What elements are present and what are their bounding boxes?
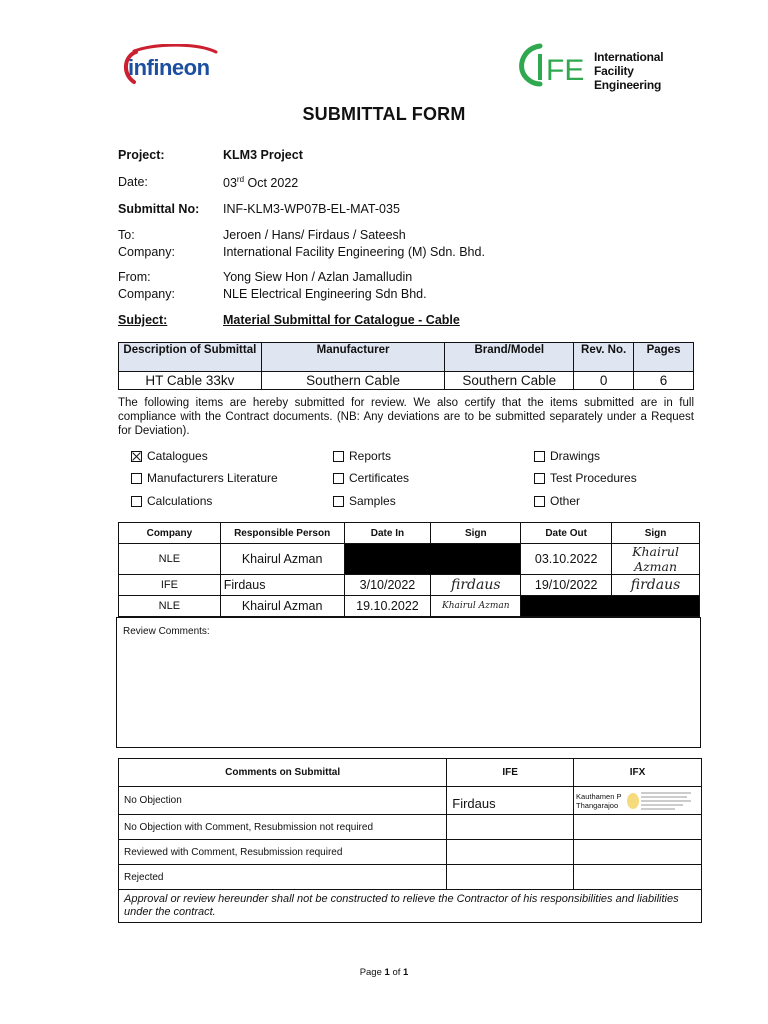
column-header: Responsible Person [220, 523, 344, 544]
checkbox-certificates[interactable] [333, 471, 409, 485]
page-number: Page 1 of 1 [359, 967, 409, 978]
signature: Khairul Azman [431, 596, 521, 617]
column-header: Date Out [521, 523, 612, 544]
ifx-approver [574, 787, 702, 815]
ifx-approver [574, 840, 702, 865]
ife-approver [447, 840, 574, 865]
checkbox-catalogues[interactable] [131, 449, 208, 463]
checkbox-label: Test Procedures [550, 471, 637, 485]
checkbox-empty-icon[interactable] [333, 451, 344, 462]
digital-signature-stamp-icon [625, 789, 685, 813]
checkbox-empty-icon[interactable] [534, 451, 545, 462]
signature: Khairul Azman [612, 544, 700, 575]
column-header: Company [119, 523, 221, 544]
checkbox-empty-icon[interactable] [333, 496, 344, 507]
to-company-label: Company: [118, 245, 175, 259]
checkbox-empty-icon[interactable] [131, 473, 142, 484]
infineon-logo [120, 44, 224, 95]
checkbox-label: Drawings [550, 449, 601, 463]
ife-approver [447, 865, 574, 890]
to-label: To: [118, 228, 135, 242]
submittal-no-value: INF-KLM3-WP07B-EL-MAT-035 [223, 202, 400, 216]
checkbox-empty-icon[interactable] [534, 473, 545, 484]
subject-value: Material Submittal for Catalogue - Cable [223, 313, 460, 327]
from-label: From: [118, 270, 151, 284]
table-row [119, 890, 702, 923]
checkbox-label: Reports [349, 449, 392, 463]
table-row [119, 865, 702, 890]
table-cell: HT Cable 33kv [119, 372, 262, 390]
table-row [119, 544, 700, 575]
signature: firdaus [612, 575, 700, 596]
table-row [119, 575, 700, 596]
table-cell: NLE [119, 544, 221, 575]
table-header-row [119, 343, 694, 372]
checkbox-empty-icon[interactable] [333, 473, 344, 484]
checkbox-manufacturers-literature[interactable] [131, 471, 278, 485]
column-header: Pages [634, 343, 694, 372]
redacted-cell [344, 544, 521, 575]
table-cell: Southern Cable [445, 372, 574, 390]
table-cell: Khairul Azman [220, 596, 344, 617]
checkbox-calculations[interactable] [131, 494, 212, 508]
ife-approver: Firdaus [447, 787, 574, 815]
checkbox-label: Certificates [349, 471, 410, 485]
table-cell: 3/10/2022 [344, 575, 431, 596]
comment-option-label: No Objection with Comment, Resubmission not required [119, 815, 447, 840]
project-value: KLM3 Project [223, 148, 303, 162]
certification-text: The following items are hereby submitted for review. We also certify that the items submitted are in full compliance with the Contract documents. (NB: Any deviations are to be submitted separately under a Request for Deviation). [118, 397, 694, 437]
column-header: Sign [431, 523, 521, 544]
checkbox-samples[interactable] [333, 494, 396, 508]
comment-option-label: No Objection [119, 787, 447, 815]
table-cell: Khairul Azman [220, 544, 344, 575]
table-cell: 0 [574, 372, 634, 390]
to-value: Jeroen / Hans/ Firdaus / Sateesh [223, 228, 406, 242]
ife-logo-text: International Facility Engineering [594, 50, 664, 92]
column-header: Comments on Submittal [119, 759, 447, 787]
ifx-approver [574, 865, 702, 890]
form-title: SUBMITTAL FORM [302, 104, 466, 124]
submittal-no-label: Submittal No: [118, 202, 200, 216]
column-header: Brand/Model [445, 343, 574, 372]
from-value: Yong Siew Hon / Azlan Jamalludin [223, 270, 413, 284]
ife-logo [518, 40, 698, 90]
checkbox-other[interactable] [534, 494, 580, 508]
comment-option-label: Rejected [119, 865, 447, 890]
subject-label: Subject: [118, 313, 168, 327]
column-header: Manufacturer [261, 343, 445, 372]
table-cell: 6 [634, 372, 694, 390]
date-value: 03rd Oct 2022 [223, 175, 299, 191]
table-cell: Firdaus [220, 575, 344, 596]
ife-approver [447, 815, 574, 840]
table-header-row [119, 759, 702, 787]
checkbox-empty-icon[interactable] [534, 496, 545, 507]
column-header: IFX [574, 759, 702, 787]
table-cell: 03.10.2022 [521, 544, 612, 575]
from-company-label: Company: [118, 287, 175, 301]
table-cell: 19/10/2022 [521, 575, 612, 596]
table-row [119, 840, 702, 865]
comment-option-label: Reviewed with Comment, Resubmission required [119, 840, 447, 865]
checkbox-test-procedures[interactable] [534, 471, 637, 485]
to-company-value: International Facility Engineering (M) Sdn. Bhd. [223, 245, 485, 259]
checkbox-drawings[interactable] [534, 449, 600, 463]
checkbox-empty-icon[interactable] [131, 496, 142, 507]
checkbox-label: Catalogues [147, 449, 208, 463]
table-cell: Southern Cable [261, 372, 445, 390]
column-header: IFE [447, 759, 574, 787]
table-row [119, 596, 700, 617]
svg-text:infineon: infineon [128, 55, 210, 80]
table-cell: 19.10.2022 [344, 596, 431, 617]
checkbox-label: Manufacturers Literature [147, 471, 278, 485]
table-cell: IFE [119, 575, 221, 596]
ifx-approver [574, 815, 702, 840]
table-header-row [119, 523, 700, 544]
svg-text:FE: FE [546, 54, 585, 87]
column-header: Date In [344, 523, 431, 544]
comments-on-submittal-table [118, 758, 702, 923]
review-comments-label: Review Comments: [123, 626, 210, 637]
project-label: Project: [118, 148, 165, 162]
column-header: Description of Submittal [119, 343, 262, 372]
checkbox-checked-icon[interactable] [131, 451, 142, 462]
table-cell: NLE [119, 596, 221, 617]
checkbox-label: Other [550, 494, 581, 508]
signature: firdaus [431, 575, 521, 596]
table-row [119, 372, 694, 390]
table-row [119, 815, 702, 840]
date-label: Date: [118, 175, 148, 189]
disclaimer-text: Approval or review hereunder shall not be constructed to relieve the Contractor of his responsibilities and liabilities under the contract. [119, 890, 702, 923]
column-header: Rev. No. [574, 343, 634, 372]
submittal-item-table [118, 342, 694, 390]
from-company-value: NLE Electrical Engineering Sdn Bhd. [223, 287, 427, 301]
checkbox-label: Calculations [147, 494, 213, 508]
table-row [119, 787, 702, 815]
checkbox-label: Samples [349, 494, 396, 508]
routing-table [118, 522, 700, 617]
column-header: Sign [612, 523, 700, 544]
redacted-cell [521, 596, 700, 617]
checkbox-reports[interactable] [333, 449, 391, 463]
ifx-approver-name: Kauthamen P Thangarajoo [576, 791, 622, 810]
review-comments-box[interactable] [116, 617, 701, 748]
